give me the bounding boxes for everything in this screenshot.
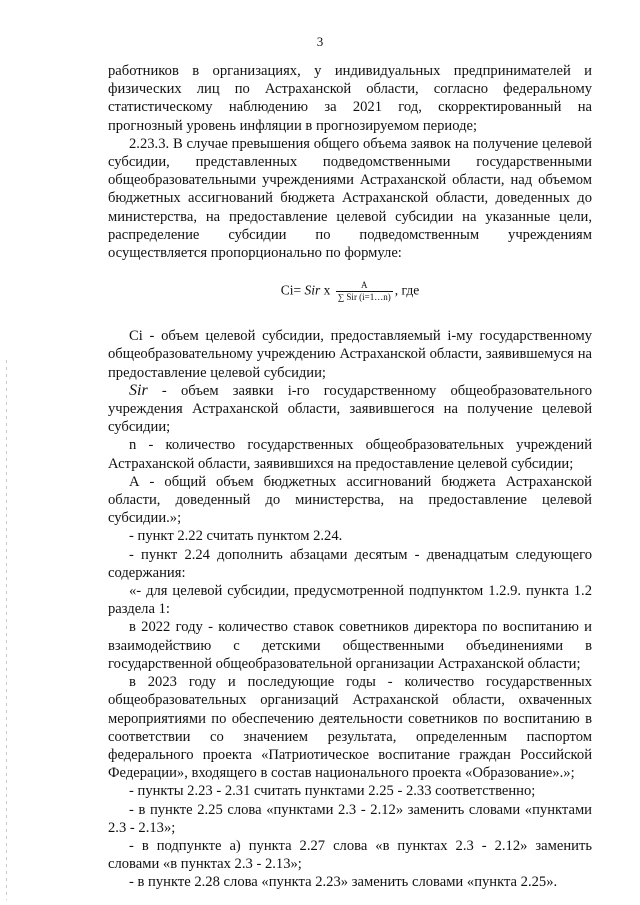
- formula-lhs: Ci=: [280, 282, 305, 298]
- amendment-item: в 2022 году - количество ставок советников директора по воспитанию и взаимодействию с детскими общественными объединениями в государственной общеобразовательной организации Астраханской области;: [108, 619, 592, 672]
- definition-sir-text: - объем заявки i-го государственному общеобразовательного учреждения Астраханской области, заявившегося на получение целевой субсидии;: [108, 382, 592, 436]
- formula-fraction: [336, 280, 393, 303]
- formula-tail: , где: [394, 282, 420, 298]
- amendment-item: «- для целевой субсидии, предусмотренной подпунктом 1.2.9. пункта 1.2 раздела 1:: [108, 583, 592, 618]
- distribution-formula: [108, 280, 592, 303]
- document-body: [108, 62, 592, 892]
- scan-edge-marks: [6, 360, 7, 900]
- formula-numerator: A: [336, 280, 393, 292]
- definition-sir-variable: Sir: [129, 381, 148, 399]
- paragraph-continuation: работников в организациях, у индивидуальных предпринимателей и физических лиц по Астраханской области, согласно федеральному статистическому наблюдению за 2021 год, скорректированный на прогнозный уровень инфляции в прогнозируемом периоде;: [108, 63, 592, 134]
- definition-n: n - количество государственных общеобразовательных учреждений Астраханской области, заявившихся на предоставление целевой субсидии;: [108, 437, 592, 472]
- amendment-item: в 2023 году и последующие годы - количество государственных общеобразовательных организаций Астраханской области, охваченных мероприятиями по обеспечению деятельности советников по воспитанию в соответствии со значением результата, определенным паспортом федерального проекта «Патриотическое воспитание граждан Российской Федерации», входящего в состав национального проекта «Образование».»;: [108, 674, 592, 782]
- page-number: 3: [316, 34, 324, 49]
- amendment-item: - пункты 2.23 - 2.31 считать пунктами 2.25 - 2.33 соответственно;: [129, 783, 536, 800]
- formula-times: х: [320, 282, 334, 298]
- formula-denominator: ∑ Sir (i=1…n): [337, 292, 391, 303]
- paragraph-2-23-3: 2.23.3. В случае превышения общего объема заявок на получение целевой субсидии, представленных подведомственными государственными общеобразовательными учреждениями Астраханской области, над объемом бюджетных ассигнований бюджета Астраханской области, доведенных до министерства, на предоставление целевой субсидии на указанные цели, распределение субсидии по подведомственным учреждениям осуществляется пропорционально по формуле:: [108, 135, 592, 262]
- formula-sir: Sir: [304, 282, 321, 298]
- amendment-item: - в подпункте а) пункта 2.27 слова «в пунктах 2.3 - 2.12» заменить словами «в пунктах 2.3 - 2.13»;: [108, 837, 592, 873]
- amendment-item: - пункт 2.24 дополнить абзацами десятым - двенадцатым следующего содержания:: [108, 546, 592, 581]
- definition-ci: Ci - объем целевой субсидии, предоставляемый i-му государственному общеобразовательному учреждению Астраханской области, заявившемуся на предоставление целевой субсидии;: [108, 328, 592, 381]
- amendment-item: - в пункте 2.28 слова «пункта 2.23» заменить словами «пункта 2.25».: [129, 874, 558, 891]
- definition-sir: [108, 382, 592, 437]
- amendment-item: - в пункте 2.25 слова «пунктами 2.3 - 2.12» заменить словами «пунктами 2.3 - 2.13»;: [108, 801, 592, 836]
- definition-a: А - общий объем бюджетных ассигнований бюджета Астраханской области, доведенный до министерства, на предоставление целевой субсидии.»;: [108, 473, 592, 527]
- amendment-item: - пункт 2.22 считать пунктом 2.24.: [129, 528, 343, 545]
